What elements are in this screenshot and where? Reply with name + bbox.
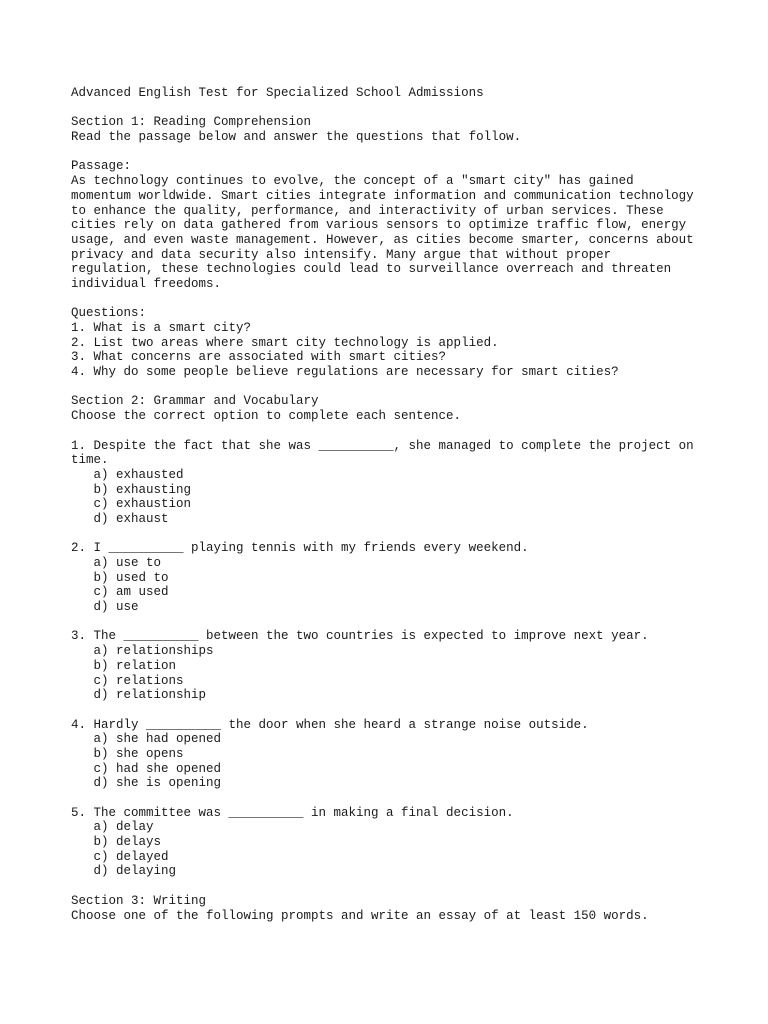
text-line: cities rely on data gathered from various sensors to optimize traffic flow, energy — [71, 218, 687, 233]
text-line: a) exhausted — [71, 467, 184, 482]
text-line: Section 3: Writing — [71, 893, 207, 908]
text-line: Choose the correct option to complete each sentence. — [71, 409, 462, 424]
blank-line — [71, 101, 751, 116]
blank-line — [71, 703, 751, 718]
blank-line — [71, 615, 751, 630]
text-line: a) relationships — [71, 644, 214, 659]
text-line: a) use to — [71, 556, 162, 570]
text-line: b) exhausting — [71, 482, 192, 497]
text-line: a) delay — [71, 820, 154, 835]
text-line: time. — [71, 453, 109, 468]
text-line: d) exhaust — [71, 511, 169, 526]
text-line: Passage: — [71, 159, 132, 174]
text-line: Section 2: Grammar and Vocabulary — [71, 394, 319, 409]
text-line: d) she is opening — [71, 776, 222, 791]
blank-line — [71, 527, 751, 542]
document-text — [71, 86, 751, 923]
text-line: Read the passage below and answer the questions that follow. — [71, 130, 522, 145]
text-line: c) am used — [71, 585, 169, 600]
text-line: c) relations — [71, 673, 184, 688]
text-line: 5. The committee was __________ in making a final decision. — [71, 805, 514, 820]
text-line: d) relationship — [71, 688, 207, 703]
text-line: a) she had opened — [71, 732, 222, 747]
text-line: 3. What concerns are associated with smart cities? — [71, 350, 447, 365]
blank-line — [71, 879, 751, 894]
text-line: Section 1: Reading Comprehension — [71, 115, 312, 130]
text-line: c) exhaustion — [71, 497, 192, 512]
text-line: As technology continues to evolve, the concept of a "smart city" has gained — [71, 174, 634, 189]
text-line: Questions: — [71, 306, 147, 321]
text-line: c) delayed — [71, 849, 169, 864]
document-page — [71, 86, 751, 923]
blank-line — [71, 292, 751, 307]
text-line: 4. Why do some people believe regulations are necessary for smart cities? — [71, 365, 619, 380]
text-line: 3. The __________ between the two countries is expected to improve next year. — [71, 629, 649, 644]
blank-line — [71, 791, 751, 806]
blank-line — [71, 380, 751, 395]
text-line: d) use — [71, 600, 139, 615]
text-line: 2. I __________ playing tennis with my friends every weekend. — [71, 541, 529, 556]
text-line: individual freedoms. — [71, 276, 222, 291]
text-line: b) relation — [71, 658, 177, 673]
text-line: Advanced English Test for Specialized School Admissions — [71, 86, 484, 100]
text-line: 4. Hardly __________ the door when she heard a strange noise outside. — [71, 717, 589, 732]
text-line: momentum worldwide. Smart cities integrate information and communication technology — [71, 188, 694, 203]
text-line: b) delays — [71, 835, 162, 850]
text-line: 1. Despite the fact that she was __________, she managed to complete the project on — [71, 438, 694, 453]
text-line: usage, and even waste management. However, as cities become smarter, concerns about — [71, 232, 694, 247]
text-line: c) had she opened — [71, 761, 222, 776]
text-line: b) she opens — [71, 746, 184, 761]
text-line: 2. List two areas where smart city technology is applied. — [71, 335, 499, 350]
text-line: d) delaying — [71, 864, 177, 879]
text-line: Choose one of the following prompts and write an essay of at least 150 words. — [71, 908, 649, 923]
text-line: b) used to — [71, 570, 169, 585]
blank-line — [71, 145, 751, 160]
text-line: privacy and data security also intensify. Many argue that without proper — [71, 247, 612, 262]
text-line: 1. What is a smart city? — [71, 321, 252, 335]
blank-line — [71, 424, 751, 439]
text-line: regulation, these technologies could lead to surveillance overreach and threaten — [71, 262, 672, 277]
text-line: to enhance the quality, performance, and interactivity of urban services. These — [71, 203, 664, 218]
